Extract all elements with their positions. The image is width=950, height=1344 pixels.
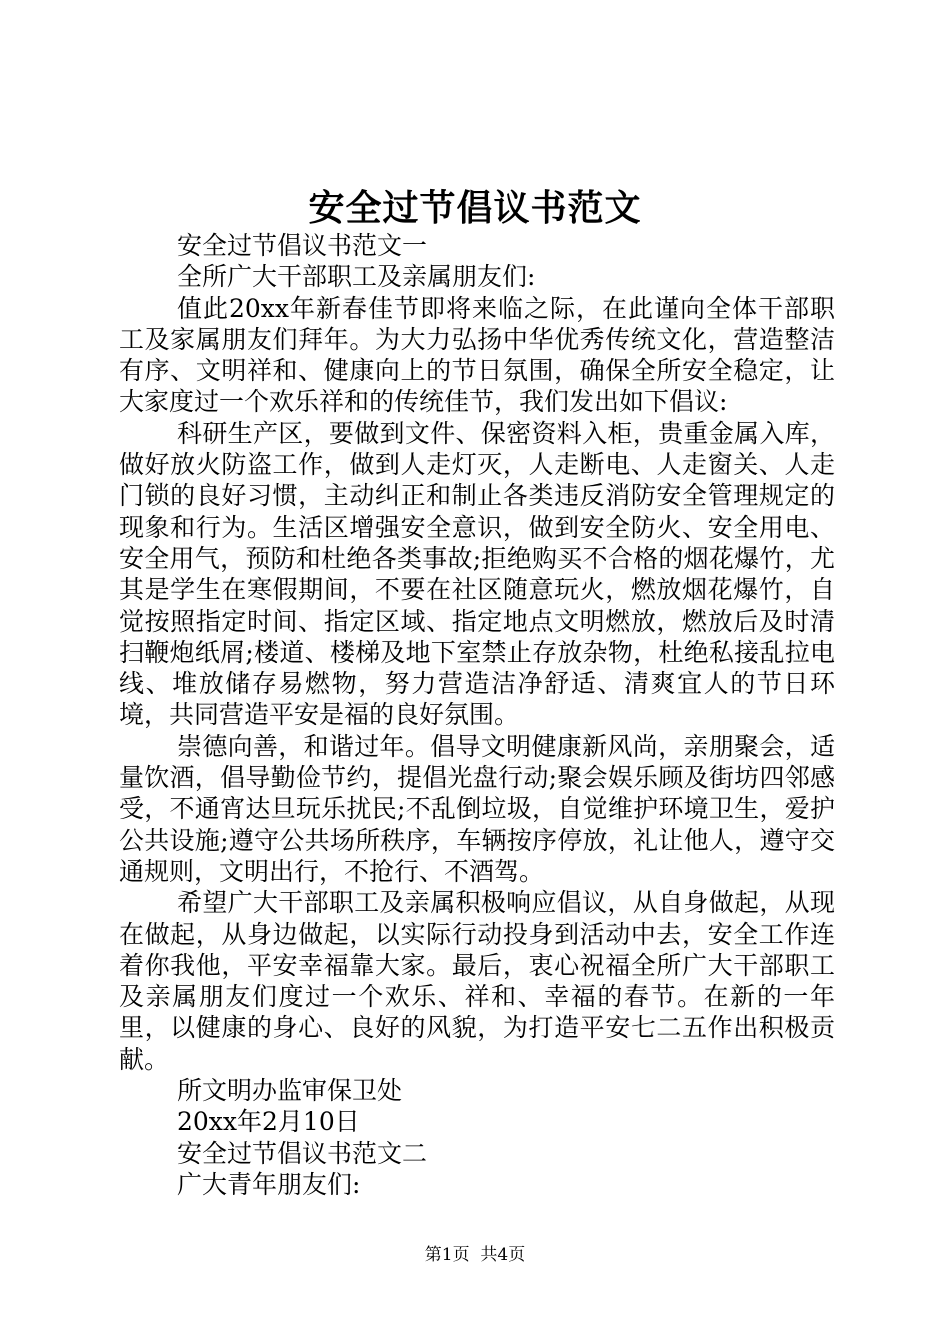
date: 20xx年2月10日: [177, 1107, 360, 1137]
section-heading-2: 安全过节倡议书范文二: [177, 1138, 428, 1168]
section-heading-1: 安全过节倡议书范文一: [177, 231, 428, 260]
paragraph-civilized-conduct: 崇德向善，和谐过年。倡导文明健康新风尚，亲朋聚会，适量饮酒，倡导勤俭节约，提倡光盘行动;聚会娱乐顾及街坊四邻感受，不通宵达旦玩乐扰民;不乱倒垃圾，自觉维护环境卫生，爱护公共设施;遵守公共场所秩序，车辆按序停放，礼让他人，遵守交通规则，文明出行，不抢行、不酒驾。: [119, 731, 835, 886]
paragraph-greeting: 值此20xx年新春佳节即将来临之际，在此谨向全体干部职工及家属朋友们拜年。为大力弘扬中华优秀传统文化，营造整洁有序、文明祥和、健康向上的节日氛围，确保全所安全稳定，让大家度过一个欢乐祥和的传统佳节，我们发出如下倡议:: [119, 293, 835, 417]
salutation-1: 全所广大干部职工及亲属朋友们:: [177, 262, 536, 292]
paragraph-safety-measures: 科研生产区，要做到文件、保密资料入柜，贵重金属入库，做好放火防盗工作，做到人走灯灭，人走断电、人走窗关、人走门锁的良好习惯，主动纠正和制止各类违反消防安全管理规定的现象和行为。生活区增强安全意识，做到安全防火、安全用电、安全用气，预防和杜绝各类事故;拒绝购买不合格的烟花爆竹，尤其是学生在寒假期间，不要在社区随意玩火，燃放烟花爆竹，自觉按照指定时间、指定区域、指定地点文明燃放，燃放后及时清扫鞭炮纸屑;楼道、楼梯及地下室禁止存放杂物，杜绝私接乱拉电线、堆放储存易燃物，努力营造洁净舒适、清爽宜人的节日环境，共同营造平安是福的良好氛围。: [119, 418, 835, 730]
document-body: [119, 230, 835, 1200]
document-title: 安全过节倡议书范文: [308, 187, 642, 229]
page-number: 第1页 共4页: [424, 1245, 526, 1265]
signature: 所文明办监审保卫处: [177, 1076, 403, 1106]
paragraph-closing: 希望广大干部职工及亲属积极响应倡议，从自身做起，从现在做起，从身边做起，以实际行动投身到活动中去，安全工作连着你我他，平安幸福靠大家。最后，衷心祝福全所广大干部职工及亲属朋友们度过一个欢乐、祥和、幸福的春节。在新的一年里，以健康的身心、良好的风貌，为打造平安七二五作出积极贡献。: [119, 888, 835, 1074]
page-footer: [0, 1244, 950, 1266]
salutation-2: 广大青年朋友们:: [177, 1169, 361, 1199]
